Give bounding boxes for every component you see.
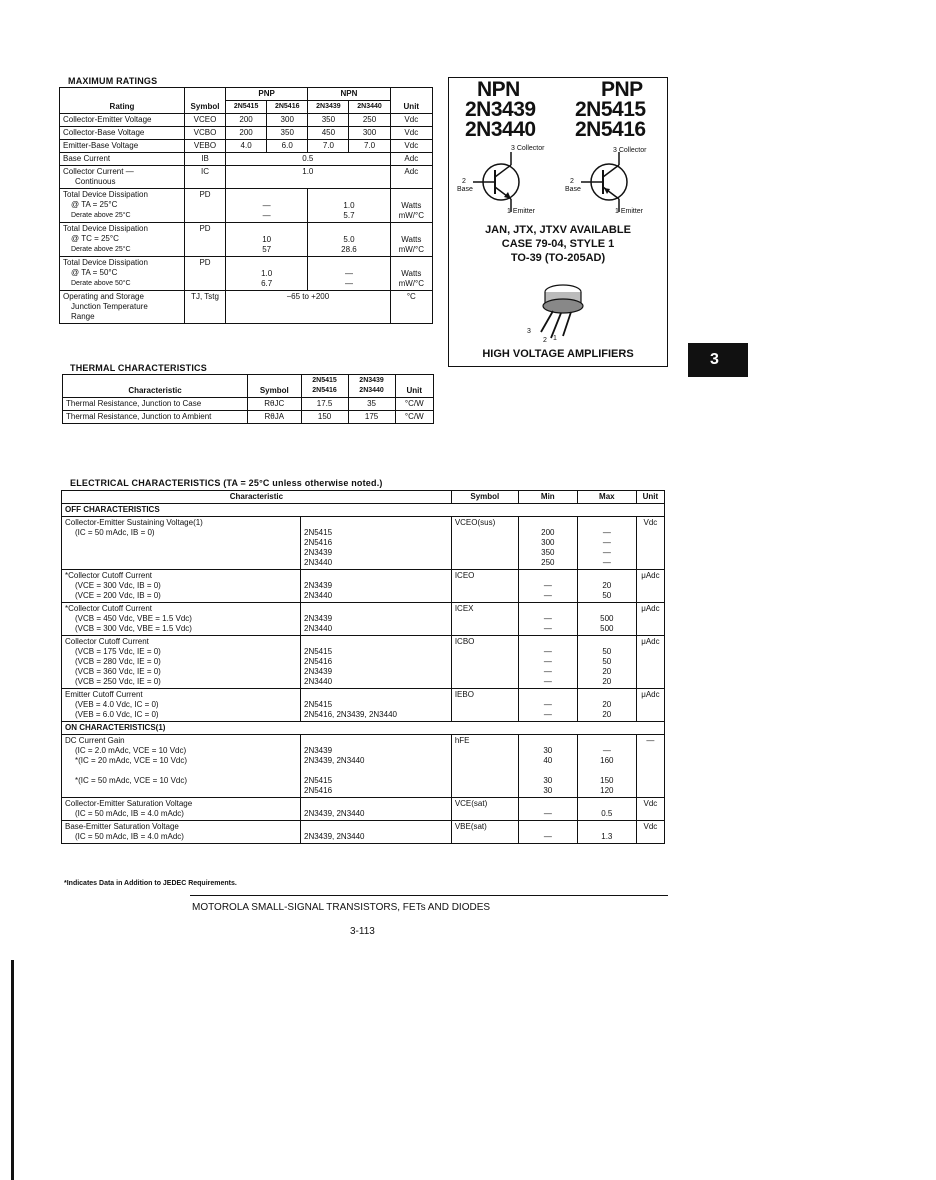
min-cell: — — [518,689,577,722]
table-row [62,821,665,844]
pnp-base-num: 2 [570,178,574,185]
table-row [60,257,433,291]
max-cell: 500 500 [577,603,636,636]
symbol-cell: VCEO(sus) [451,517,518,570]
unit-cell: μAdc [636,570,664,603]
col-symbol: Symbol [248,375,302,398]
npn-label: NPN [477,78,520,101]
char-cell: Collector-Emitter Saturation Voltage (IC = 50 mAdc, IB = 4.0 mAdc) [62,798,301,821]
device-cell: 2N5415 2N5416, 2N3439, 2N3440 [301,689,452,722]
symbol-cell: ICEO [451,570,518,603]
char-cell: *Collector Cutoff Current (VCB = 450 Vdc, VBE = 1.5 Vdc) (VCB = 300 Vdc, VBE = 1.5 Vdc) [62,603,301,636]
symbol-cell: VCEO [185,114,226,127]
symbol-cell: PD [185,223,226,257]
section-heading: ON CHARACTERISTICS(1) [62,722,665,735]
pin-label-3: 3 [527,328,531,335]
value-cell: 1.0 [226,166,391,189]
table-row [60,140,433,153]
symbol-cell: IEBO [451,689,518,722]
npn-collector-label: 3 Collector [511,145,545,152]
value-cell: 200 [226,114,267,127]
page-number: 3-113 [350,926,375,937]
symbol-cell: TJ, Tstg [185,291,226,324]
case-text: CASE 79-04, STYLE 1 [501,238,615,250]
npn-emitter-label: 1 Emitter [507,208,536,215]
col-2n5415: 2N5415 [226,101,267,114]
electrical-table [61,490,665,844]
symbol-cell: VCE(sat) [451,798,518,821]
col-characteristic: Characteristic [63,375,248,398]
value-cell: 175 [348,411,395,424]
table-row [62,689,665,722]
pin-label-1: 1 [553,335,557,342]
value-cell: 35 [348,398,395,411]
max-cell: 0.5 [577,798,636,821]
char-cell: Collector-Emitter Sustaining Voltage(1) (IC = 50 mAdc, IB = 0) [62,517,301,570]
max-cell: 1.3 [577,821,636,844]
section-tab: 3 [688,343,748,377]
table-row [60,291,433,324]
unit-cell: μAdc [636,603,664,636]
thermal-table [62,374,434,424]
rating-cell: Emitter-Base Voltage [60,140,185,153]
rating-cell: Collector-Base Voltage [60,127,185,140]
max-cell: 50 50 20 20 [577,636,636,689]
col-2n3439-2n3440: 2N3439 2N3440 [348,375,395,398]
value-cell: 7.0 [349,140,390,153]
unit-cell: Watts mW/°C [390,223,432,257]
char-cell: Thermal Resistance, Junction to Case [63,398,248,411]
unit-cell: Watts mW/°C [390,257,432,291]
value-cell: 200 [226,127,267,140]
device-cell: 2N5415 2N5416 2N3439 2N3440 [301,636,452,689]
table-row [60,127,433,140]
value-cell: 0.5 [226,153,391,166]
min-cell: 200 300 350 250 [518,517,577,570]
device-cell: 2N5415 2N5416 2N3439 2N3440 [301,517,452,570]
char-cell: Emitter Cutoff Current (VEB = 4.0 Vdc, IC = 0) (VEB = 6.0 Vdc, IC = 0) [62,689,301,722]
device-cell: 2N3439 2N3440 [301,603,452,636]
value-cell: 10 57 [226,223,308,257]
symbol-cell: VCBO [185,127,226,140]
pnp-emitter-label: 1 Emitter [615,208,644,215]
symbol-cell: IC [185,166,226,189]
symbol-cell: PD [185,257,226,291]
table-row [63,411,434,424]
min-cell: — — [518,603,577,636]
value-cell: 350 [308,114,349,127]
rating-cell: Collector-Emitter Voltage [60,114,185,127]
value-cell: — — [308,257,390,291]
col-2n5416: 2N5416 [267,101,308,114]
pnp-part-1: 2N5415 [575,98,646,121]
unit-cell: Vdc [636,517,664,570]
rating-cell: Total Device Dissipation @ TC = 25°C Derate above 25°C [60,223,185,257]
col-2n3440: 2N3440 [349,101,390,114]
symbol-cell: IB [185,153,226,166]
rating-cell: Total Device Dissipation @ TA = 25°C Derate above 25°C [60,189,185,223]
unit-cell: μAdc [636,689,664,722]
unit-cell: °C [390,291,432,324]
symbol-cell: VBE(sat) [451,821,518,844]
char-cell: Thermal Resistance, Junction to Ambient [63,411,248,424]
symbol-cell: ICBO [451,636,518,689]
unit-cell: Vdc [636,821,664,844]
char-cell: DC Current Gain (IC = 2.0 mAdc, VCE = 10 Vdc) *(IC = 20 mAdc, VCE = 10 Vdc) *(IC = 50 mAdc, VCE = 10 Vdc) [62,735,301,798]
value-cell: 250 [349,114,390,127]
table-row [60,114,433,127]
table-row [60,153,433,166]
thermal-title: THERMAL CHARACTERISTICS [70,363,207,373]
col-unit: Unit [390,88,432,114]
min-cell: — [518,798,577,821]
unit-cell: Adc [390,153,432,166]
value-cell: 5.0 28.6 [308,223,390,257]
col-max: Max [577,491,636,504]
min-cell: — — [518,570,577,603]
rating-cell: Total Device Dissipation @ TA = 50°C Derate above 50°C [60,257,185,291]
value-cell: 450 [308,127,349,140]
pnp-base-label: Base [565,186,581,193]
col-symbol: Symbol [451,491,518,504]
value-cell: 4.0 [226,140,267,153]
col-2n3439: 2N3439 [308,101,349,114]
unit-cell: — [636,735,664,798]
char-cell: *Collector Cutoff Current (VCE = 300 Vdc, IB = 0) (VCE = 200 Vdc, IB = 0) [62,570,301,603]
npn-part-2: 2N3440 [465,118,536,141]
char-cell: Base-Emitter Saturation Voltage (IC = 50 mAdc, IB = 4.0 mAdc) [62,821,301,844]
pnp-symbol-icon [579,152,641,212]
symbol-cell: RθJC [248,398,302,411]
char-cell: Collector Cutoff Current (VCB = 175 Vdc, IE = 0) (VCB = 280 Vdc, IE = 0) (VCB = 360 Vdc, IE = 0) (VCB = 250 Vdc, IE = 0) [62,636,301,689]
unit-cell: Vdc [636,798,664,821]
min-cell: — — — — [518,636,577,689]
col-min: Min [518,491,577,504]
footnote: *Indicates Data in Addition to JEDEC Requirements. [64,880,237,887]
to39-package-icon [531,280,591,342]
max-ratings-table [59,87,433,324]
min-cell: 30 40 30 30 [518,735,577,798]
npn-symbol-icon [471,152,533,212]
unit-cell: °C/W [395,398,433,411]
unit-cell: Watts mW/°C [390,189,432,223]
pnp-collector-label: 3 Collector [613,147,647,154]
value-cell: 1.0 5.7 [308,189,390,223]
value-cell: 1.0 6.7 [226,257,308,291]
unit-cell: Vdc [390,114,432,127]
col-npn: NPN [308,88,390,101]
device-cell: 2N3439 2N3439, 2N3440 2N5415 2N5416 [301,735,452,798]
value-cell: 7.0 [308,140,349,153]
unit-cell: Adc [390,166,432,189]
col-unit: Unit [636,491,664,504]
max-ratings-title: MAXIMUM RATINGS [68,76,158,86]
application-text: HIGH VOLTAGE AMPLIFIERS [482,348,634,360]
col-symbol: Symbol [185,88,226,114]
device-cell: 2N3439 2N3440 [301,570,452,603]
table-row [60,223,433,257]
value-cell: 17.5 [301,398,348,411]
section-row [62,722,665,735]
col-pnp: PNP [226,88,308,101]
value-cell: 300 [267,114,308,127]
table-row [62,517,665,570]
availability-text: JAN, JTX, JTXV AVAILABLE [485,224,631,236]
section-heading: OFF CHARACTERISTICS [62,504,665,517]
symbol-cell: PD [185,189,226,223]
pnp-part-2: 2N5416 [575,118,646,141]
value-cell: 300 [349,127,390,140]
npn-part-1: 2N3439 [465,98,536,121]
value-cell: 350 [267,127,308,140]
table-row [62,636,665,689]
npn-base-num: 2 [462,178,466,185]
table-row [60,189,433,223]
max-cell: — 160 150 120 [577,735,636,798]
unit-cell: μAdc [636,636,664,689]
unit-cell: Vdc [390,140,432,153]
device-box [448,77,668,367]
rating-cell: Collector Current — Continuous [60,166,185,189]
symbol-cell: RθJA [248,411,302,424]
value-cell: — — [226,189,308,223]
rating-cell: Operating and Storage Junction Temperature Range [60,291,185,324]
max-cell: 20 50 [577,570,636,603]
unit-cell: °C/W [395,411,433,424]
value-cell: −65 to +200 [226,291,391,324]
symbol-cell: hFE [451,735,518,798]
footer-title: MOTOROLA SMALL-SIGNAL TRANSISTORS, FETs AND DIODES [192,902,491,913]
table-row [62,798,665,821]
device-cell: 2N3439, 2N3440 [301,821,452,844]
symbol-cell: VEBO [185,140,226,153]
table-row [62,603,665,636]
electrical-title: ELECTRICAL CHARACTERISTICS (TA = 25°C unless otherwise noted.) [70,478,383,488]
value-cell: 150 [301,411,348,424]
package-text: TO-39 (TO-205AD) [510,252,606,264]
symbol-cell: ICEX [451,603,518,636]
max-cell: — — — — [577,517,636,570]
rating-cell: Base Current [60,153,185,166]
min-cell: — [518,821,577,844]
unit-cell: Vdc [390,127,432,140]
section-row [62,504,665,517]
device-cell: 2N3439, 2N3440 [301,798,452,821]
col-rating: Rating [60,88,185,114]
value-cell: 6.0 [267,140,308,153]
table-row [63,398,434,411]
pin-label-2: 2 [543,337,547,344]
col-2n5415-2n5416: 2N5415 2N5416 [301,375,348,398]
max-cell: 20 20 [577,689,636,722]
table-row [62,570,665,603]
pnp-label: PNP [601,78,643,101]
col-characteristic: Characteristic [62,491,452,504]
col-unit: Unit [395,375,433,398]
table-row [60,166,433,189]
table-row [62,735,665,798]
npn-base-label: Base [457,186,473,193]
